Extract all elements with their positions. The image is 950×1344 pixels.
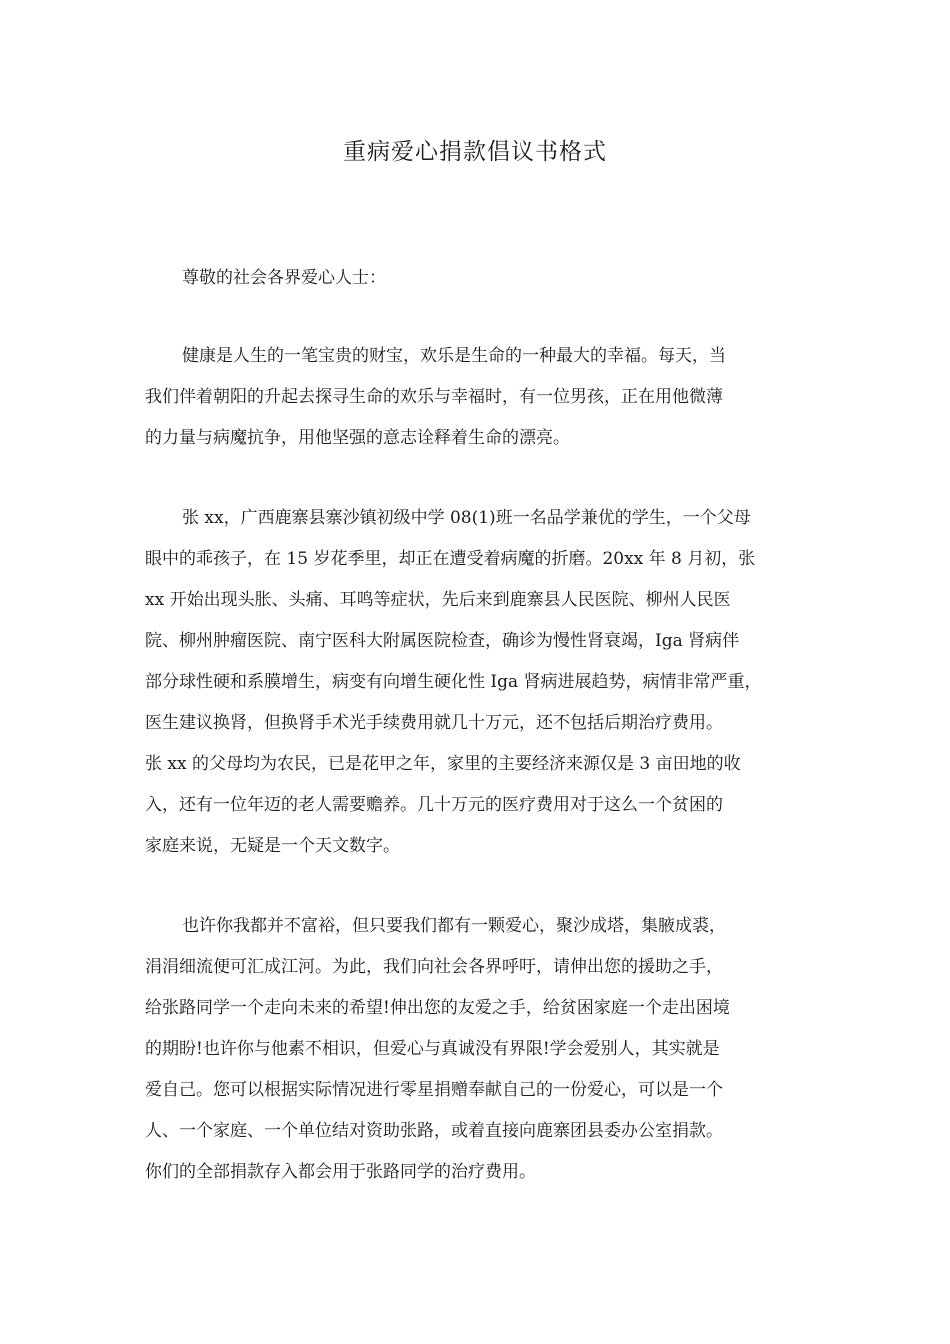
document-title: 重病爱心捐款倡议书格式 (343, 139, 607, 165)
paragraph-2-line: xx 开始出现头胀、头痛、耳鸣等症状，先后来到鹿寨县人民医院、柳州人民医 (145, 590, 731, 610)
paragraph-2-line: 院、柳州肿瘤医院、南宁医科大附属医院检查，确诊为慢性肾衰竭，Iga 肾病伴 (145, 631, 740, 651)
paragraph-2-line: 张 xx，广西鹿寨县寨沙镇初级中学 08(1)班一名品学兼优的学生，一个父母 (182, 508, 751, 528)
paragraph-2-line: 张 xx 的父母均为农民，已是花甲之年，家里的主要经济来源仅是 3 亩田地的收 (145, 754, 741, 774)
paragraph-1-line: 健康是人生的一笔宝贵的财宝，欢乐是生命的一种最大的幸福。每天，当 (182, 346, 726, 366)
paragraph-3-line: 人、一个家庭、一个单位结对资助张路，或着直接向鹿寨团县委办公室捐款。 (145, 1121, 723, 1141)
paragraph-1-line: 我们伴着朝阳的升起去探寻生命的欢乐与幸福时，有一位男孩，正在用他微薄 (145, 387, 723, 407)
paragraph-1-line: 的力量与病魔抗争，用他坚强的意志诠释着生命的漂亮。 (145, 428, 570, 448)
paragraph-2-line: 眼中的乖孩子，在 15 岁花季里，却正在遭受着病魔的折磨。20xx 年 8 月初，张 (145, 549, 756, 569)
paragraph-2-line: 家庭来说，无疑是一个天文数字。 (145, 836, 400, 856)
paragraph-2-line: 部分球性硬和系膜增生，病变有向增生硬化性 Iga 肾病进展趋势，病情非常严重， (145, 672, 762, 692)
paragraph-3-line: 爱自己。您可以根据实际情况进行零星捐赠奉献自己的一份爱心，可以是一个 (145, 1080, 723, 1100)
paragraph-2-line: 医生建议换肾，但换肾手术光手续费用就几十万元，还不包括后期治疗费用。 (145, 713, 723, 733)
paragraph-3-line: 你们的全部捐款存入都会用于张路同学的治疗费用。 (145, 1162, 536, 1182)
paragraph-2-line: 入，还有一位年迈的老人需要赡养。几十万元的医疗费用对于这么一个贫困的 (145, 795, 723, 815)
paragraph-3-line: 涓涓细流便可汇成江河。为此，我们向社会各界呼吁，请伸出您的援助之手， (145, 957, 723, 977)
salutation: 尊敬的社会各界爱心人士： (182, 268, 386, 288)
paragraph-3-line: 给张路同学一个走向未来的希望!伸出您的友爱之手，给贫困家庭一个走出困境 (145, 998, 730, 1018)
paragraph-3-line: 的期盼!也许你与他素不相识，但爱心与真诚没有界限!学会爱别人，其实就是 (145, 1039, 720, 1059)
paragraph-3-line: 也许你我都并不富裕，但只要我们都有一颗爱心，聚沙成塔，集腋成裘， (182, 916, 726, 936)
